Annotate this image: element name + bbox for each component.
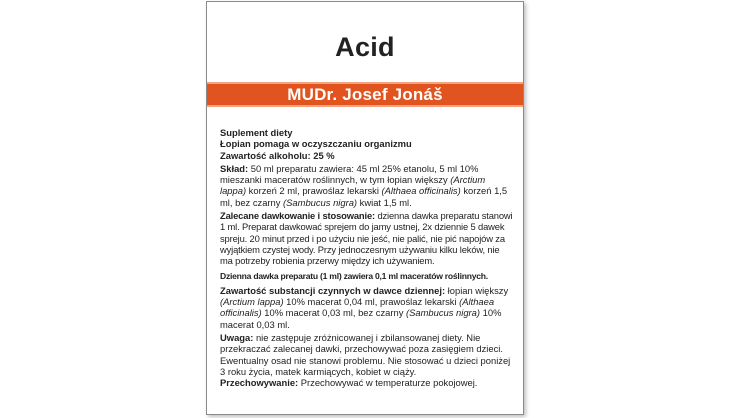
warning-paragraph: Uwaga: nie zastępuje zróżnicowanej i zbilansowanej diety. Nie przekraczać zalecanej dawki, przechowywać poza zasięgiem dzieci. Ewentualny osad nie stanowi problemu. Nie stosować u dzieci poniżej 3 roku życia, matek karmiących, kobiet w ciąży.: [220, 332, 511, 377]
active-substances-paragraph: Zawartość substancji czynnych w dawce dziennej: łopian większy (Arctium lappa) 10% macerat 0,04 ml, prawoślaz lekarski (Althaea officinalis) 10% macerat 0,03 ml, bez czarny (Sambucus nigra) 10% macerat 0,03 ml.: [220, 284, 509, 330]
composition-paragraph: Skład: 50 ml preparatu zawiera: 45 ml 25% etanolu, 5 ml 10% mieszanki maceratów roślinnych, w tym łopian większy (Arctium lappa) korzeń 2 ml, prawoślaz lekarski (Althaea officinalis) korzeń 1,5 ml, bez czarny (Sambucus nigra) kwiat 1,5 ml.: [220, 162, 508, 208]
product-title: Acid: [335, 32, 395, 62]
storage-label: Przechowywanie:: [220, 377, 299, 389]
daily-dose-line: Dzienna dawka preparatu (1 ml) zawiera 0,1 ml maceratów roślinnych.: [220, 270, 488, 281]
label-text: [220, 127, 513, 389]
dosage-paragraph: Zalecane dawkowanie i stosowanie: dzienna dawka preparatu stanowi 1 ml. Preparat dawkować sprejem do jamy ustnej, 2x dziennie 5 dawek spreju. 20 minut przed i po użyciu nie jeść, nie palić, nie pić napojów za wyjątkiem czystej wody. Przy jednoczesnym używaniu kilku leków, nie ma potrzeby robienia przerwy między ich używaniem.: [220, 210, 513, 267]
active-substances-label: Zawartość substancji czynnych w dawce dziennej:: [220, 284, 446, 296]
storage-paragraph: Przechowywanie: Przechowywać w temperaturze pokojowej.: [220, 377, 478, 389]
product-label: [206, 1, 524, 415]
warning-label: Uwaga:: [220, 332, 254, 344]
brand-banner: [207, 82, 523, 107]
brand-name: MUDr. Josef Jonáš: [287, 84, 443, 104]
intro-line: Łopian pomaga w oczyszczaniu organizmu: [220, 138, 412, 150]
dosage-label: Zalecane dawkowanie i stosowanie:: [220, 210, 375, 222]
intro-line: Suplement diety: [220, 127, 293, 138]
intro-line: Zawartość alkoholu: 25 %: [220, 149, 335, 161]
composition-label: Skład:: [220, 162, 249, 174]
